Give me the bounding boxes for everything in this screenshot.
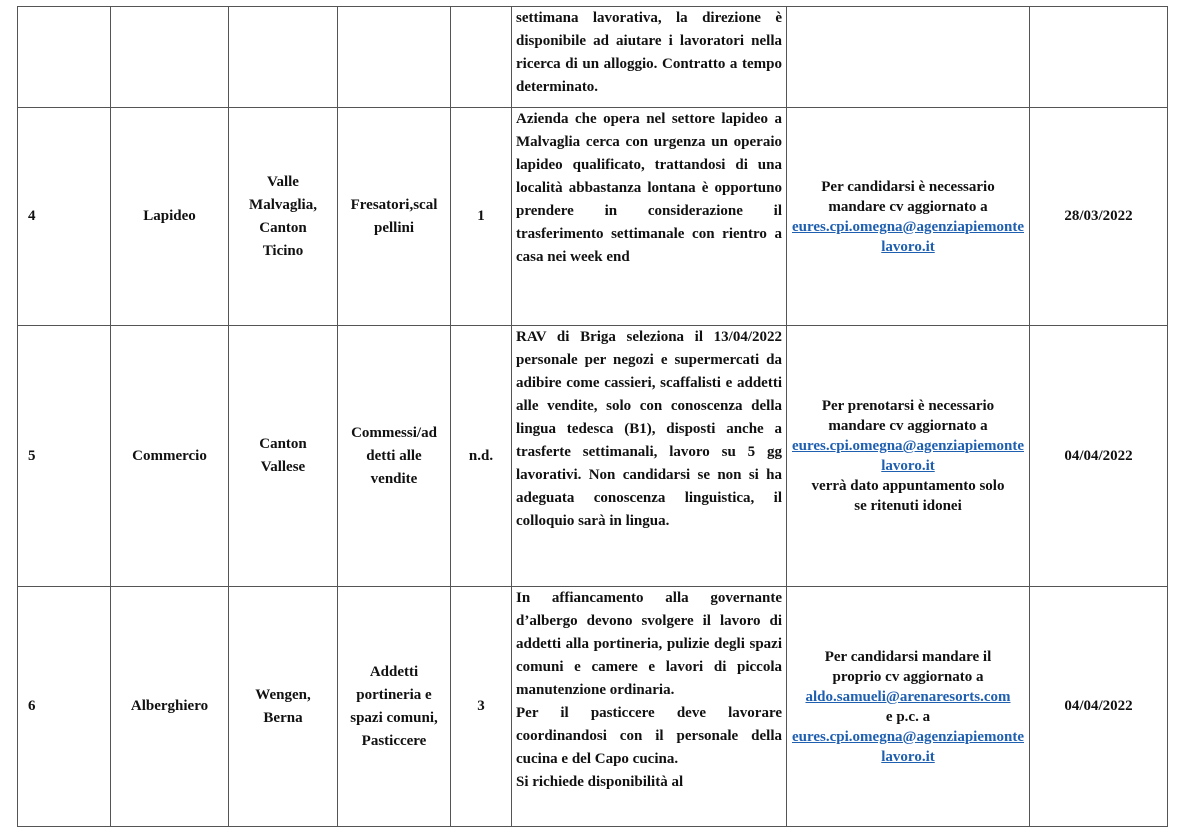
row-number: 6 bbox=[28, 698, 36, 714]
cell-positions bbox=[451, 326, 512, 587]
positions-count: 3 bbox=[477, 698, 485, 714]
description-paragraph: Azienda che opera nel settore lapideo a Malvaglia cerca con urgenza un operaio lapideo qualificato, trattandosi di una località abbastanza lontana è opportuno prendere in considerazione il trasferimento settimanale con rientro a casa nei week end bbox=[516, 111, 782, 265]
cell-positions bbox=[451, 108, 512, 326]
cell-contact bbox=[787, 587, 1030, 827]
profile-line: vendite bbox=[370, 470, 418, 487]
cell-number bbox=[18, 326, 111, 587]
cell-contact bbox=[787, 108, 1030, 326]
sector-label: Alberghiero bbox=[130, 698, 209, 714]
contact-line: se ritenuti idonei bbox=[854, 498, 962, 514]
cell-description bbox=[512, 587, 787, 827]
location-line: Canton bbox=[259, 219, 307, 236]
email-link[interactable]: aldo.samueli@arenaresorts.com bbox=[805, 688, 1011, 705]
profile-line: detti alle bbox=[366, 447, 422, 464]
description-paragraph: settimana lavorativa, la direzione è disponibile ad aiutare i lavoratori nella ricerca di un alloggio. Contratto a tempo determinato. bbox=[516, 10, 782, 95]
row-number: 4 bbox=[28, 208, 36, 224]
cell-positions bbox=[451, 7, 512, 108]
cell-profile bbox=[338, 7, 451, 108]
email-link[interactable]: eures.cpi.omegna@agenziapiemontelavoro.it bbox=[792, 218, 1024, 255]
contact-line: proprio cv aggiornato a bbox=[832, 668, 984, 685]
email-link[interactable]: eures.cpi.omegna@agenziapiemontelavoro.it bbox=[792, 728, 1024, 765]
location-line: Wengen, bbox=[255, 686, 311, 703]
cell-date bbox=[1030, 7, 1168, 108]
cell-sector bbox=[111, 326, 229, 587]
cell-date bbox=[1030, 587, 1168, 827]
profile-line: Pasticcere bbox=[361, 732, 427, 749]
email-link[interactable]: eures.cpi.omegna@agenziapiemontelavoro.it bbox=[792, 438, 1024, 474]
deadline-date: 28/03/2022 bbox=[1064, 208, 1133, 224]
cell-date bbox=[1030, 108, 1168, 326]
contact-line: Per prenotarsi è necessario bbox=[821, 398, 995, 414]
cell-location bbox=[229, 326, 338, 587]
cell-location bbox=[229, 587, 338, 827]
contact-line: Per candidarsi è necessario bbox=[821, 178, 995, 195]
table-row bbox=[18, 7, 1168, 108]
cell-contact bbox=[787, 7, 1030, 108]
description-paragraph: Si richiede disponibilità al bbox=[516, 774, 684, 790]
cell-description bbox=[512, 326, 787, 587]
cell-sector bbox=[111, 7, 229, 108]
location-line: Canton bbox=[259, 436, 307, 452]
table-row bbox=[18, 326, 1168, 587]
profile-line: portineria e bbox=[356, 686, 432, 703]
sector-label: Commercio bbox=[132, 447, 207, 464]
location-line: Vallese bbox=[260, 459, 306, 475]
cell-location bbox=[229, 7, 338, 108]
location-line: Valle bbox=[267, 173, 299, 190]
description-paragraph: Per il pasticcere deve lavorare coordinandosi con il personale della cucina e del Capo cucina. bbox=[516, 705, 782, 767]
profile-line: Addetti bbox=[369, 663, 419, 680]
cell-description bbox=[512, 7, 787, 108]
cell-positions bbox=[451, 587, 512, 827]
location-line: Malvaglia, bbox=[249, 196, 317, 213]
cell-date bbox=[1030, 326, 1168, 587]
cell-number bbox=[18, 7, 111, 108]
location-line: Ticino bbox=[262, 242, 304, 259]
positions-count: 1 bbox=[477, 208, 485, 224]
description-paragraph: In affiancamento alla governante d’albergo devono svolgere il lavoro di addetti alla portineria, pulizie degli spazi comuni e camere e lavori di piccola manutenzione ordinaria. bbox=[516, 590, 782, 698]
contact-line: Per candidarsi mandare il bbox=[824, 648, 992, 665]
cell-contact bbox=[787, 326, 1030, 587]
cell-location bbox=[229, 108, 338, 326]
table-row bbox=[18, 587, 1168, 827]
cell-sector bbox=[111, 587, 229, 827]
table-row bbox=[18, 108, 1168, 326]
cell-number bbox=[18, 108, 111, 326]
cell-sector bbox=[111, 108, 229, 326]
profile-line: Fresatori,scal bbox=[350, 196, 438, 213]
contact-line: mandare cv aggiornato a bbox=[828, 418, 988, 434]
positions-count: n.d. bbox=[468, 447, 494, 464]
cell-number bbox=[18, 587, 111, 827]
contact-line: verrà dato appuntamento solo bbox=[811, 478, 1005, 494]
cell-description bbox=[512, 108, 787, 326]
deadline-date: 04/04/2022 bbox=[1064, 698, 1133, 714]
description-paragraph: RAV di Briga seleziona il 13/04/2022 personale per negozi e supermercati da adibire come cassieri, scaffalisti e addetti alle vendite, solo con conoscenza della lingua tedesca (B1), disposti anche a trasferte settimanali, lavoro su 5 gg lavorativi. Non candidarsi se non si ha adeguata conoscenza linguistica, il colloquio sarà in lingua. bbox=[516, 329, 782, 529]
cell-profile bbox=[338, 108, 451, 326]
profile-line: spazi comuni, bbox=[350, 709, 438, 726]
sector-label: Lapideo bbox=[143, 208, 196, 224]
job-offers-table bbox=[17, 6, 1168, 827]
contact-line: e p.c. a bbox=[885, 708, 931, 725]
cell-profile bbox=[338, 326, 451, 587]
location-line: Berna bbox=[263, 709, 303, 726]
row-number: 5 bbox=[28, 447, 36, 464]
cell-profile bbox=[338, 587, 451, 827]
contact-line: mandare cv aggiornato a bbox=[828, 198, 988, 215]
profile-line: Commessi/ad bbox=[351, 424, 437, 441]
profile-line: pellini bbox=[373, 219, 414, 236]
deadline-date: 04/04/2022 bbox=[1064, 447, 1133, 464]
